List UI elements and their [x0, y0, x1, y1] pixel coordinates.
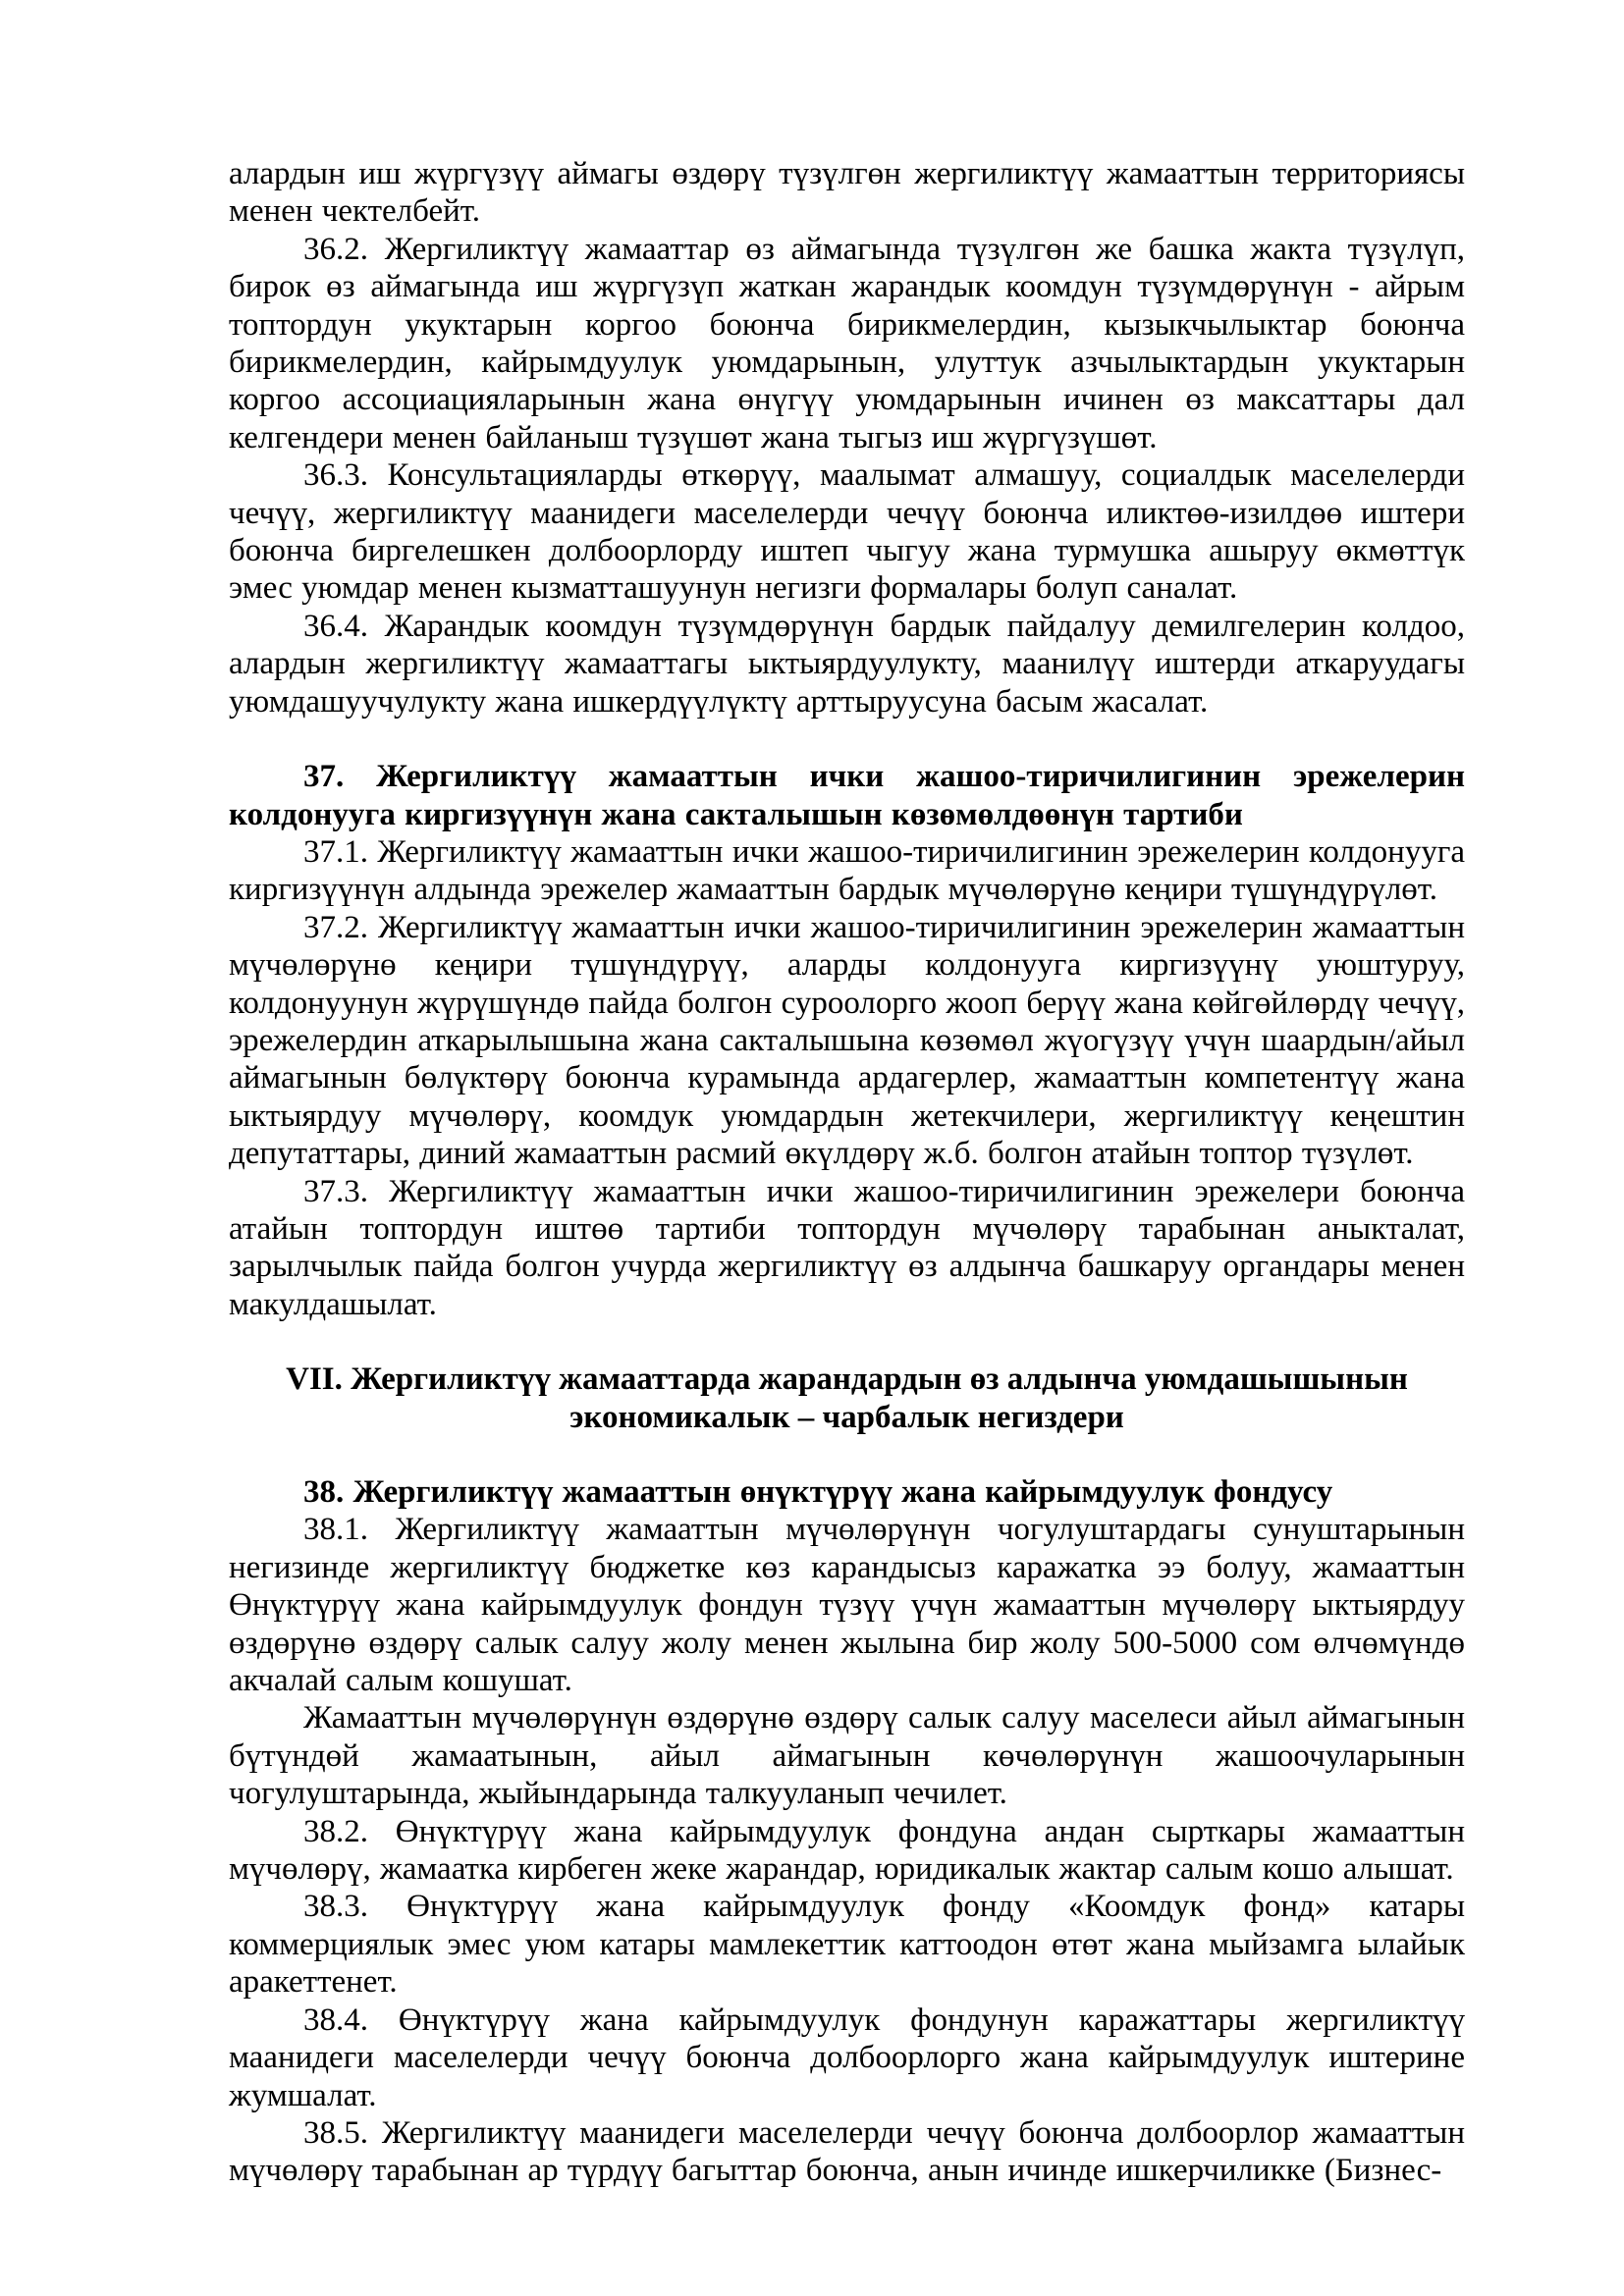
- paragraph-36-3: 36.3. Консультацияларды өткөрүү, маалымат алмашуу, социалдык маселелерди чечүү, жергиликтүү маанидеги маселелерди чечүү боюнча иликтөө-изилдөө иштери боюнча биргелешкен долбоорлорду иштеп чыгуу жана турмушка ашыруу өкмөттүк эмес уюмдар менен кызматташуунун негизги формалары болуп саналат.: [229, 457, 1465, 607]
- paragraph-37-2: 37.2. Жергиликтүү жамааттын ички жашоо-тиричилигинин эрежелерин жамааттын мүчөлөрүнө кеңири түшүндүрүү, аларды колдонууга киргизүүнү уюштуруу, колдонуунун жүрүшүндө пайда болгон суроолорго жооп берүү жана көйгөйлөрдү чечүү, эрежелердин аткарылышына жана сакталышына көзөмөл жүогүзүү үчүн шаардын/айыл аймагынын бөлүктөрү боюнча курамында ардагерлер, жамааттын компетентүү жана ыктыярдуу мүчөлөрү, коомдук уюмдардын жетекчилери, жергиликтүү кеңештин депутаттары, диний жамааттын расмий өкүлдөрү ж.б. болгон атайын топтор түзүлөт.: [229, 909, 1465, 1172]
- paragraph-38-1: 38.1. Жергиликтүү жамааттын мүчөлөрүнүн чогулуштардагы сунуштарынын негизинде жергиликтүү бюджетке көз карандысыз каражатка ээ болуу, жамааттын Өнүктүрүү жана кайрымдуулук фондун түзүү үчүн жамааттын мүчөлөрү ыктыярдуу өздөрүнө өздөрү салык салуу жолу менен жылына бир жолу 500-5000 сом өлчөмүндө акчалай салым кошушат.: [229, 1512, 1465, 1699]
- paragraph-37-1: 37.1. Жергиликтүү жамааттын ички жашоо-тиричилигинин эрежелерин колдонууга киргизүүнүн алдында эрежелер жамааттын бардык мүчөлөрүнө кеңири түшүндүрүлөт.: [229, 833, 1465, 908]
- paragraph-38-5: 38.5. Жергиликтүү маанидеги маселелерди чечүү боюнча долбоорлор жамааттын мүчөлөрү тарабынан ар түрдүү багыттар боюнча, анын ичинде ишкерчиликке (Бизнес-: [229, 2114, 1465, 2189]
- paragraph-38-4: 38.4. Өнүктүрүү жана кайрымдуулук фондунун каражаттары жергиликтүү маанидеги маселелерди чечүү боюнча долбоорлорго жана кайрымдуулук иштерине жумшалат.: [229, 2002, 1465, 2113]
- paragraph-36-4: 36.4. Жарандык коомдун түзүмдөрүнүн бардык пайдалуу демилгелерин колдоо, алардын жергиликтүү жамааттагы ыктыярдуулукту, маанилүү иштерди аткаруудагы уюмдашуучулукту жана ишкердүүлүктү арттыруусуна басым жасалат.: [229, 608, 1465, 720]
- paragraph-37-3: 37.3. Жергиликтүү жамааттын ички жашоо-тиричилигинин эрежелери боюнча атайын топтордун иштөө тартиби топтордун мүчөлөрү тарабынан аныкталат, зарылчылык пайда болгон учурда жергиликтүү өз алдынча башкаруу органдары менен макулдашылат.: [229, 1173, 1465, 1322]
- paragraph-36-1-continuation: алардын иш жүргүзүү аймагы өздөрү түзүлгөн жергиликтүү жамааттын территориясы менен чектелбейт.: [229, 156, 1465, 230]
- chapter-heading-vii: VII. Жергиликтүү жамааттарда жарандардын өз алдынча уюмдашышынын экономикалык – чарбалык негиздери: [286, 1362, 1408, 1435]
- section-heading-38: 38. Жергиликтүү жамааттын өнүктүрүү жана кайрымдуулук фондусу: [303, 1474, 1333, 1510]
- paragraph-38-1b: Жамааттын мүчөлөрүнүн өздөрүнө өздөрү салык салуу маселеси айыл аймагынын бүтүндөй жамаатынын, айыл аймагынын көчөлөрүнүн жашоочуларынын чогулуштарында, жыйындарында талкууланып чечилет.: [229, 1700, 1465, 1812]
- paragraph-36-2: 36.2. Жергиликтүү жамааттар өз аймагында түзүлгөн же башка жакта түзүлүп, бирок өз аймагында иш жүргүзүп жаткан жарандык коомдун түзүмдөрүнүн - айрым топтордун укуктарын коргоо боюнча бирикмелердин, кызыкчылыктар боюнча бирикмелердин, кайрымдуулук уюмдарынын, улуттук азчылыктардын укуктарын коргоо ассоциацияларынын жана өнүгүү уюмдарынын ичинен өз максаттары дал келгендери менен байланыш түзүшөт жана тыгыз иш жүргүзүшөт.: [229, 231, 1465, 455]
- paragraph-38-3: 38.3. Өнүктүрүү жана кайрымдуулук фонду «Коомдук фонд» катары коммерциялык эмес уюм катары мамлекеттик каттоодон өтөт жана мыйзамга ылайык аракеттенет.: [229, 1889, 1465, 2001]
- section-heading-37: 37. Жергиликтүү жамааттын ички жашоо-тиричилигинин эрежелерин колдонууга киргизүүнүн жана сакталышын көзөмөлдөөнүн тартиби: [229, 759, 1465, 832]
- paragraph-38-2: 38.2. Өнүктүрүү жана кайрымдуулук фондуна андан сырткары жамааттын мүчөлөрү, жамаатка кирбеген жеке жарандар, юридикалык жактар салым кошо алышат.: [229, 1813, 1465, 1888]
